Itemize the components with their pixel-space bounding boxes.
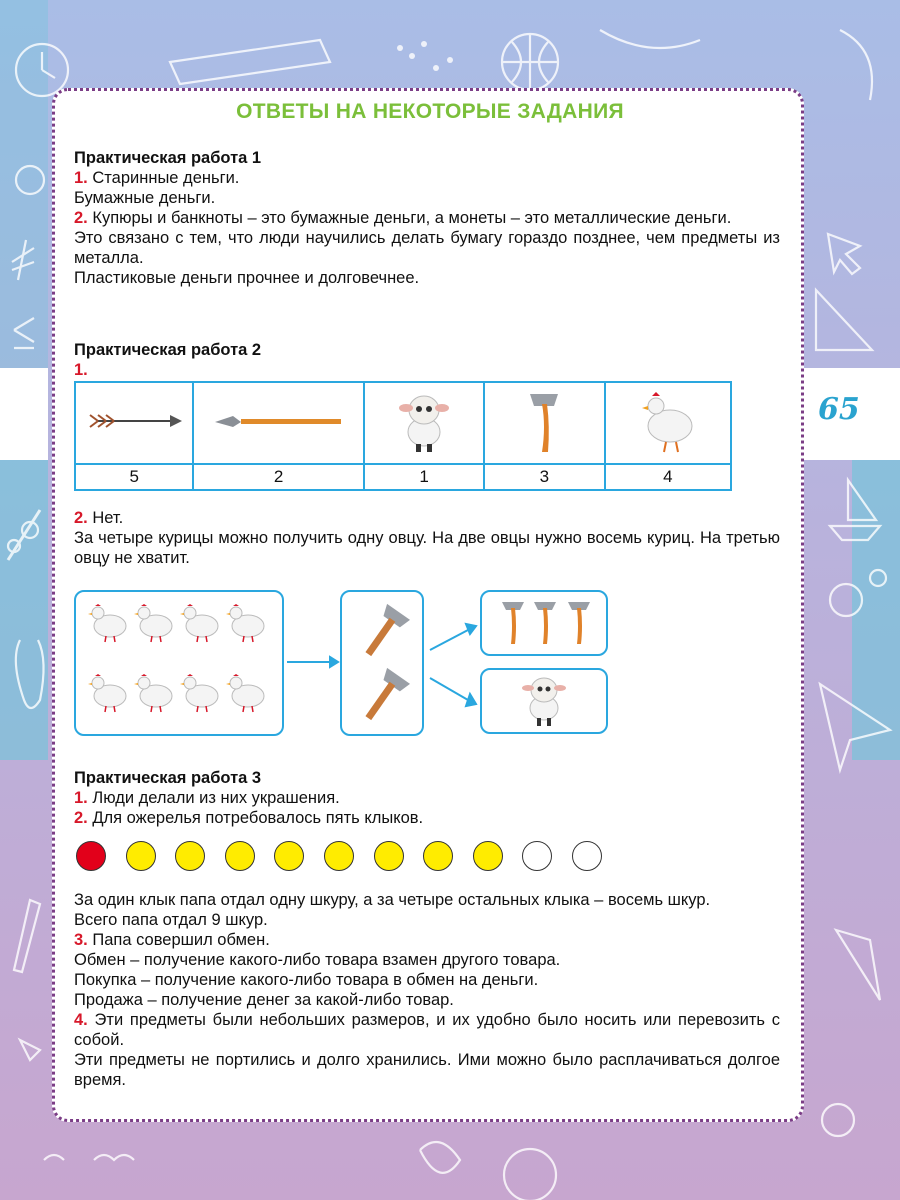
axe-icon [357,668,410,727]
axes-pair [342,592,422,734]
work3-line6: Обмен – получение какого-либо товара взамен другого товара. [74,951,561,969]
work3-line9: Эти предметы были небольших размеров, и их удобно было носить или перевозить с собой. [74,1011,780,1049]
work1-line3: Купюры и банкноты – это бумажные деньги, а монеты – это металлические деньги. [92,209,732,227]
sheep-icon [482,670,606,732]
arrow-right-icon [330,657,338,667]
work3-num4: 4. [74,1011,88,1029]
work3-line5: Папа совершил обмен. [92,931,270,949]
work3-num1: 1. [74,789,88,807]
work3-heading: Практическая работа 3 [74,769,262,787]
table-value-4: 3 [484,464,604,490]
work2-line1: Нет. [92,509,124,527]
work3-line7: Покупка – получение какого-либо товара в обмен на деньги. [74,971,539,989]
axe-icon [534,602,556,644]
work3-line4: Всего папа отдал 9 шкур. [74,911,268,929]
work1-line1: Старинные деньги. [92,169,240,187]
table-value-1: 5 [75,464,193,490]
work1-line5: Пластиковые деньги прочнее и долговечнее. [74,269,420,287]
yellow-bead [324,841,354,871]
work3-header [74,768,780,828]
axe-icon [502,602,524,644]
axe-icon [357,604,410,663]
three-axes [482,592,606,654]
work3-line2: Для ожерелья потребовалось пять клыков. [92,809,424,827]
white-bead [572,841,602,871]
work3-body [74,890,780,1090]
page-title: ОТВЕТЫ НА НЕКОТОРЫЕ ЗАДАНИЯ [236,100,624,123]
arrow-up-right-icon [466,624,476,634]
work3-line3: За один клык папа отдал одну шкуру, а за четыре остальных клыка – восемь шкур. [74,891,711,909]
yellow-bead [225,841,255,871]
work1-line2: Бумажные деньги. [74,189,216,207]
work2-num2: 2. [74,509,88,527]
work3-num2: 2. [74,809,88,827]
work1-line4: Это связано с тем, что люди научились делать бумагу гораздо позднее, чем предметы из металла. [74,229,780,267]
table-value-2: 2 [193,464,364,490]
work3-line10: Эти предметы не портились и долго хранились. Ими можно было расплачиваться долгое время. [74,1051,780,1089]
table-value-3: 1 [364,464,484,490]
sheep-box [480,668,608,734]
work2-num1: 1. [74,361,88,379]
yellow-bead [473,841,503,871]
work1-num1: 1. [74,169,88,187]
work2-line2: За четыре курицы можно получить одну овцу. На две овцы нужно восемь куриц. На третью овцу не хватит. [74,529,780,567]
page-number: 65 [818,392,860,427]
table-value-5: 4 [605,464,731,490]
yellow-bead [175,841,205,871]
work3-line8: Продажа – получение денег за какой-либо товар. [74,991,454,1009]
red-bead [76,841,106,871]
work3-line1: Люди делали из них украшения. [92,789,340,807]
yellow-bead [126,841,156,871]
three-axes-box [480,590,608,656]
work2-heading: Практическая работа 2 [74,341,262,359]
axe-icon [568,602,590,644]
arrow-down-right-icon [466,694,476,706]
work3-num3: 3. [74,931,88,949]
axes-box [340,590,424,736]
work1-heading: Практическая работа 1 [74,149,262,167]
work1-num2: 2. [74,209,88,227]
yellow-bead [374,841,404,871]
yellow-bead [423,841,453,871]
